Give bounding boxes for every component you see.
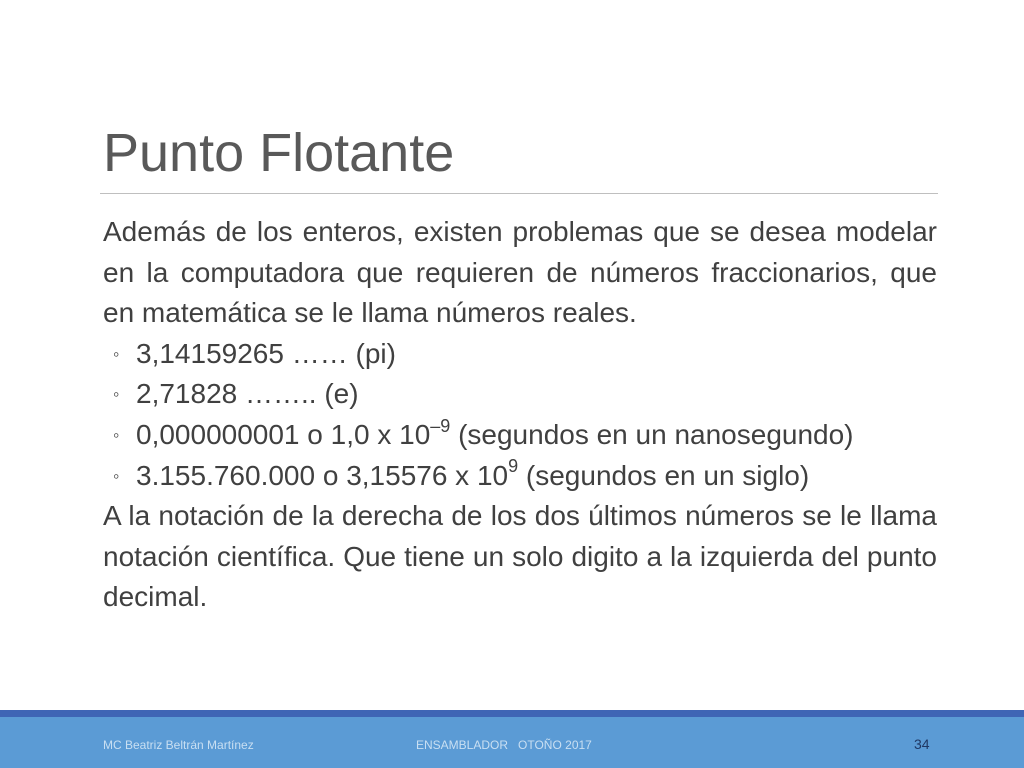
bullet-item-pi: [103, 334, 937, 375]
bullet-text: 0,000000001 o 1,0 x 10: [136, 418, 431, 450]
intro-paragraph: Además de los enteros, existen problemas que se desea modelar en la computadora que requieren de números fraccionarios, que en matemática se le llama números reales.: [103, 216, 937, 329]
exponent: 9: [508, 456, 519, 477]
slide-title: Punto Flotante: [103, 123, 455, 183]
title-divider: [100, 193, 938, 194]
bullet-text: 3.155.760.000 o 3,15576 x 10: [136, 459, 509, 491]
bullet-text: 3,14159265 …… (pi): [136, 337, 396, 369]
bullet-circle-icon: ◦: [113, 424, 120, 445]
page-number: 34: [914, 736, 930, 752]
bullet-text-after: (segundos en un siglo): [518, 459, 810, 491]
exponent: –9: [430, 415, 451, 436]
bullet-item-e: [103, 374, 937, 415]
bullet-item-nanosecond: [103, 415, 937, 456]
closing-paragraph: A la notación de la derecha de los dos últimos números se le llama notación científica. Que tiene un solo digito a la izquierda del punto decimal.: [103, 500, 937, 613]
bullet-circle-icon: ◦: [113, 384, 120, 405]
bullet-item-century: [103, 456, 937, 497]
footer-accent-bar: [0, 710, 1024, 717]
bullet-text-after: (segundos en un nanosegundo): [450, 418, 854, 450]
slide-body: [103, 212, 937, 618]
footer-author: MC Beatriz Beltrán Martínez: [103, 738, 254, 752]
bullet-circle-icon: ◦: [113, 343, 120, 364]
bullet-list: [103, 334, 937, 496]
footer-course: ENSAMBLADOR OTOÑO 2017: [416, 738, 592, 752]
bullet-circle-icon: ◦: [113, 465, 120, 486]
bullet-text: 2,71828 …….. (e): [136, 378, 359, 410]
